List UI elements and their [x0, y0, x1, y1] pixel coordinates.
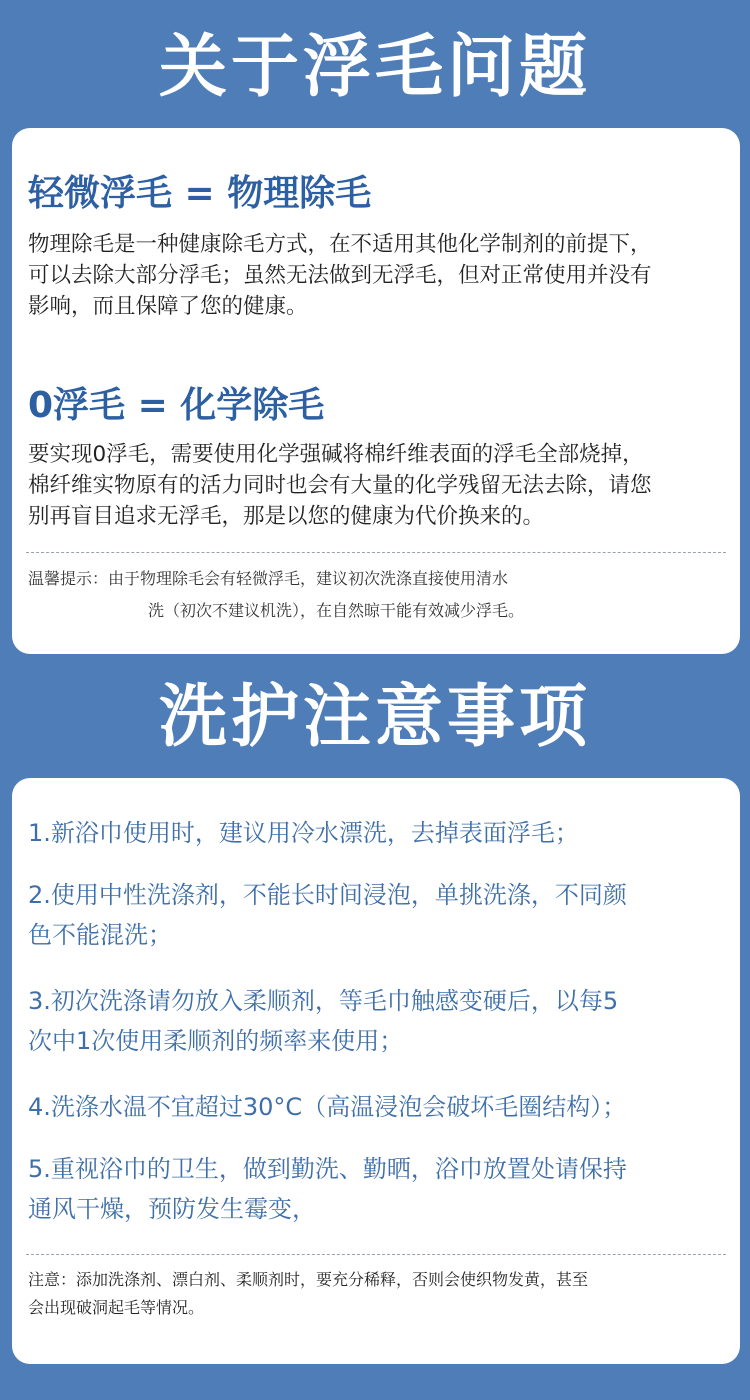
paragraph-line: 可以去除大部分浮毛；虽然无法做到无浮毛，但对正常使用并没有: [28, 263, 652, 288]
paragraph-line: 物理除毛是一种健康除毛方式，在不适用其他化学制剂的前提下，: [28, 232, 652, 257]
care-item-line: 4.洗涤水温不宜超过30°C（高温浸泡会破坏毛圈结构）；: [28, 1093, 627, 1121]
zero-lint-paragraph: [28, 439, 728, 532]
light-lint-paragraph: [28, 229, 728, 322]
care-note: [28, 1266, 588, 1322]
note-line: 注意：添加洗涤剂、漂白剂、柔顺剂时，要充分稀释，否则会使织物发黄，甚至: [28, 1270, 589, 1289]
lint-info-card: [12, 128, 740, 654]
tip-text-line: 温馨提示：由于物理除毛会有轻微浮毛，建议初次洗涤直接使用清水: [28, 569, 509, 588]
care-item-line: 5.重视浴巾的卫生，做到勤洗、勤晒，浴巾放置处请保持: [28, 1155, 627, 1183]
section-title-care: 洗护注意事项: [158, 678, 591, 757]
care-item: [28, 1087, 728, 1127]
paragraph-line: 别再盲目追求无浮毛，那是以您的健康为代价换来的。: [28, 504, 545, 529]
paragraph-line: 要实现0浮毛，需要使用化学强碱将棉纤维表面的浮毛全部烧掉，: [28, 442, 644, 467]
care-item-line: 次中1次使用柔顺剂的频率来使用；: [28, 1027, 404, 1055]
zero-lint-heading: 0浮毛 = 化学除毛: [28, 385, 325, 426]
care-item-line: 色不能混洗；: [28, 921, 172, 949]
dashed-divider: [26, 1254, 726, 1255]
section-title-lint: 关于浮毛问题: [158, 28, 591, 107]
paragraph-line: 影响，而且保障了您的健康。: [28, 294, 308, 319]
care-item: [28, 981, 728, 1061]
care-item-line: 2.使用中性洗涤剂，不能长时间浸泡，单挑洗涤，不同颜: [28, 881, 627, 909]
care-instructions-card: [12, 778, 740, 1364]
light-lint-heading: 轻微浮毛 = 物理除毛: [28, 173, 372, 214]
care-item-line: 3.初次洗涤请勿放入柔顺剂，等毛巾触感变硬后，以每5: [28, 987, 619, 1015]
care-item-line: 1.新浴巾使用时，建议用冷水漂洗，去掉表面浮毛；: [28, 819, 579, 847]
care-item: [28, 813, 728, 853]
note-line: 会出现破洞起毛等情况。: [28, 1298, 205, 1317]
care-item: [28, 1149, 728, 1229]
paragraph-line: 棉纤维实物原有的活力同时也会有大量的化学残留无法去除，请您: [28, 473, 652, 498]
care-item: [28, 875, 728, 955]
care-item-line: 通风干燥，预防发生霉变，: [28, 1195, 316, 1223]
tip-text-line: 洗（初次不建议机洗），在自然晾干能有效减少浮毛。: [148, 601, 525, 620]
dashed-divider: [26, 552, 726, 553]
